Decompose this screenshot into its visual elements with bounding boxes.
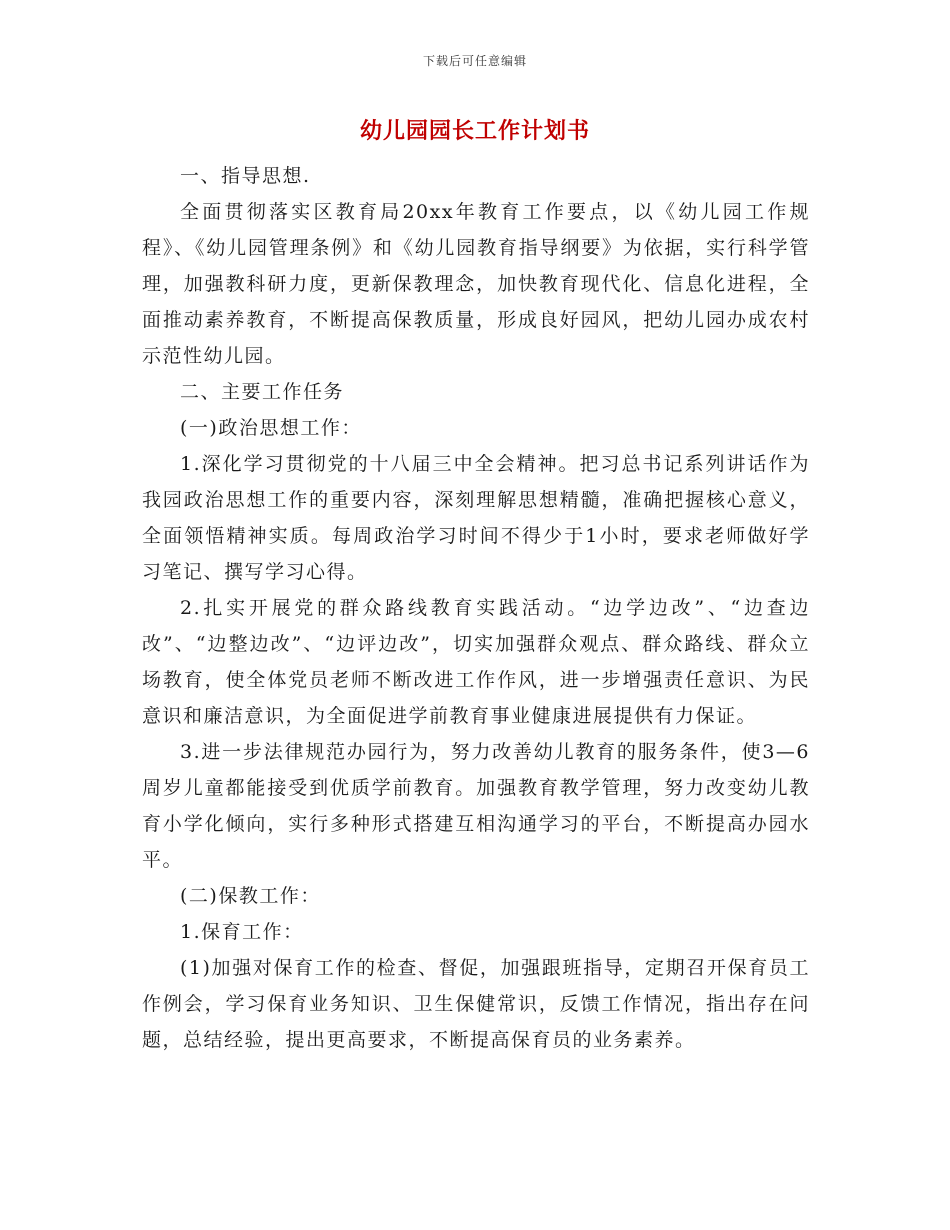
item-heading-care-work: 1.保育工作： xyxy=(180,921,304,943)
paragraph: 3.进一步法律规范办园行为，努力改善幼儿教育的服务条件，使3—6周岁儿童都能接受到优质学前教育。加强教育教学管理，努力改变幼儿教育小学化倾向，实行多种形式搭建互相沟通学习的平台，不断提高办园水平。 xyxy=(142,741,810,871)
subsection-heading-political-work: (一)政治思想工作： xyxy=(180,417,362,439)
paragraph: 2.扎实开展党的群众路线教育实践活动。“边学边改”、“边查边改”、“边整边改”、“边评边改”，切实加强群众观点、群众路线、群众立场教育，使全体党员老师不断改进工作作风，进一步增强责任意识、为民意识和廉洁意识，为全面促进学前教育事业健康进展提供有力保证。 xyxy=(142,597,810,727)
paragraph: 1.深化学习贯彻党的十八届三中全会精神。把习总书记系列讲话作为我园政治思想工作的重要内容，深刻理解思想精髓，准确把握核心意义，全面领悟精神实质。每周政治学习时间不得少于1小时，要求老师做好学习笔记、撰写学习心得。 xyxy=(142,453,810,583)
section-heading-main-tasks: 二、主要工作任务 xyxy=(180,381,345,403)
document-title: 幼儿园园长工作计划书 xyxy=(359,118,590,144)
subsection-heading-care-education: (二)保教工作： xyxy=(180,885,321,907)
paragraph: 全面贯彻落实区教育局20xx年教育工作要点，以《幼儿园工作规程》、《幼儿园管理条例》和《幼儿园教育指导纲要》为依据，实行科学管理，加强教科研力度，更新保教理念，加快教育现代化、信息化进程，全面推动素养教育，不断提高保教质量，形成良好园风，把幼儿园办成农村示范性幼儿园。 xyxy=(142,201,810,367)
section-heading-guiding-ideology: 一、指导思想. xyxy=(180,165,311,187)
document-body xyxy=(142,158,810,1058)
header-note: 下载后可任意编辑 xyxy=(422,54,527,68)
paragraph: (1)加强对保育工作的检查、督促，加强跟班指导，定期召开保育员工作例会，学习保育业务知识、卫生保健常识，反馈工作情况，指出存在问题，总结经验，提出更高要求，不断提高保育员的业务素养。 xyxy=(142,957,810,1051)
